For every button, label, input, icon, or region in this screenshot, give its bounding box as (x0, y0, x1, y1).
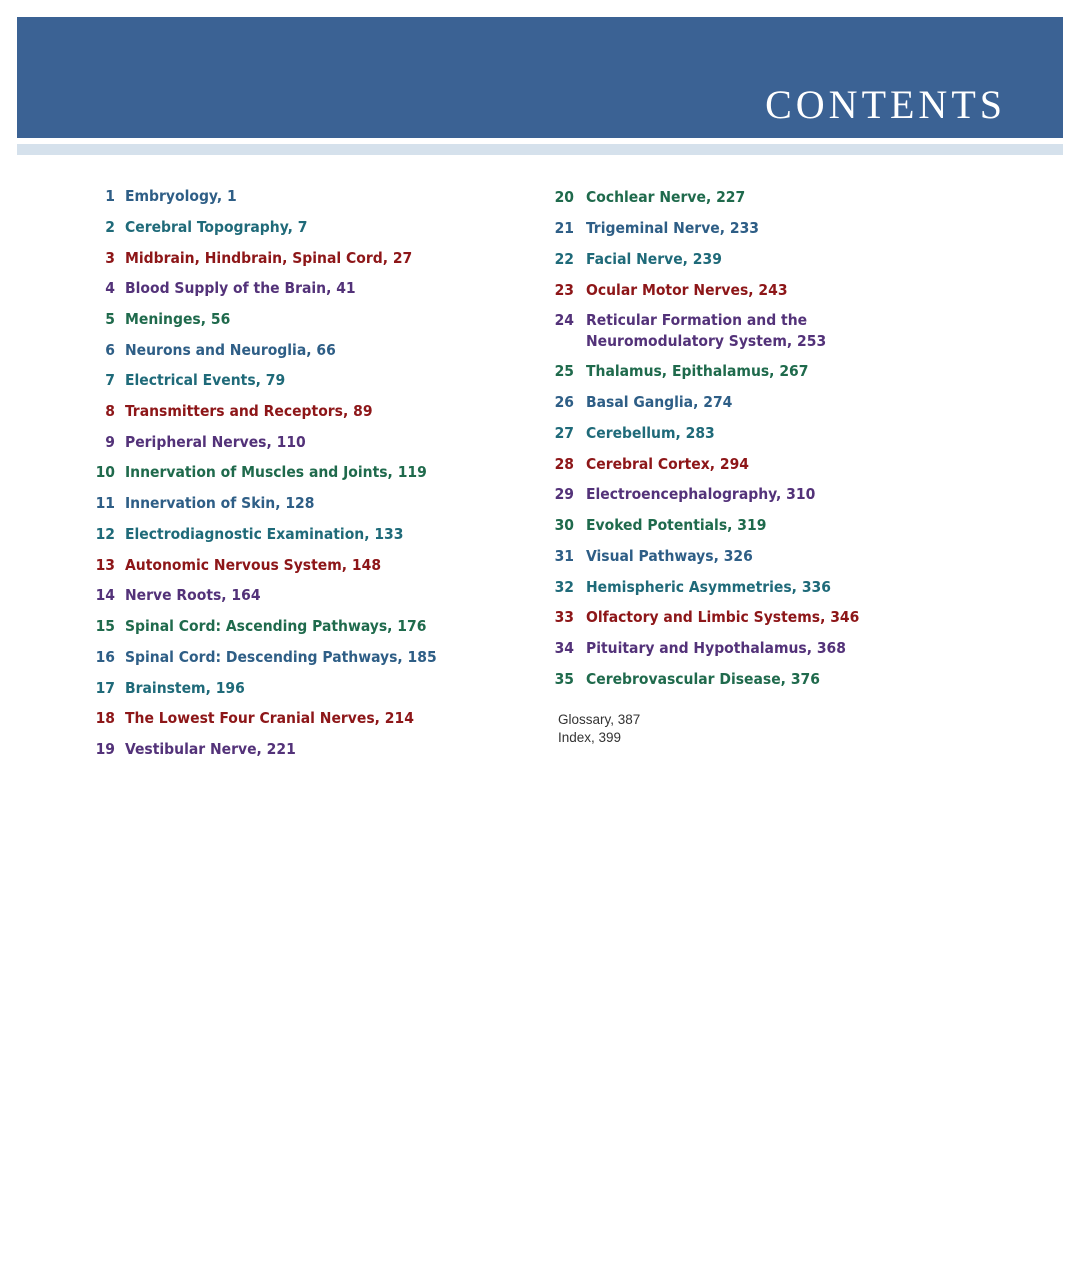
chapter-number: 34 (554, 639, 574, 657)
chapter-number: 2 (105, 218, 115, 236)
chapter-title: Reticular Formation and the Neuromodulatory System, 253 (586, 311, 827, 350)
chapter-title: Basal Ganglia, 274 (586, 393, 733, 411)
chapter-title: Cerebrovascular Disease, 376 (586, 670, 820, 688)
chapter-number: 18 (95, 709, 115, 727)
chapter-title: Pituitary and Hypothalamus, 368 (586, 639, 846, 657)
index-entry[interactable]: Index, 399 (558, 730, 622, 745)
chapter-title: Evoked Potentials, 319 (586, 516, 767, 534)
chapter-title: Cerebral Cortex, 294 (586, 455, 749, 473)
chapter-title: Electroencephalography, 310 (586, 485, 816, 503)
chapter-title: Trigeminal Nerve, 233 (586, 219, 759, 237)
chapter-title: Electrical Events, 79 (125, 371, 286, 389)
chapter-number: 3 (105, 249, 115, 267)
chapter-number: 5 (105, 310, 115, 328)
chapter-title: Autonomic Nervous System, 148 (125, 556, 382, 574)
chapter-title: Thalamus, Epithalamus, 267 (586, 362, 809, 380)
chapter-number: 9 (105, 433, 115, 451)
chapter-title: Facial Nerve, 239 (586, 250, 722, 268)
chapter-number: 33 (554, 608, 574, 626)
chapter-number: 29 (554, 485, 574, 503)
chapter-number: 4 (105, 279, 115, 297)
chapter-number: 26 (554, 393, 574, 411)
chapter-number: 24 (554, 311, 574, 329)
chapter-number: 20 (554, 188, 574, 206)
chapter-title: Vestibular Nerve, 221 (125, 740, 296, 758)
chapter-number: 21 (554, 219, 574, 237)
chapter-number: 23 (554, 281, 574, 299)
chapter-number: 30 (554, 516, 574, 534)
chapter-title: Cerebellum, 283 (586, 424, 715, 442)
glossary-entry[interactable]: Glossary, 387 (558, 712, 641, 727)
chapter-title: Brainstem, 196 (125, 679, 245, 697)
chapter-number: 17 (95, 679, 115, 697)
chapter-title: Meninges, 56 (125, 310, 231, 328)
chapter-number: 19 (95, 740, 115, 758)
chapter-number: 32 (554, 578, 574, 596)
chapter-number: 22 (554, 250, 574, 268)
chapter-title: Blood Supply of the Brain, 41 (125, 279, 356, 297)
chapter-number: 27 (554, 424, 574, 442)
chapter-title: The Lowest Four Cranial Nerves, 214 (125, 709, 414, 727)
chapter-title: Nerve Roots, 164 (125, 586, 261, 604)
chapter-number: 13 (95, 556, 115, 574)
chapter-number: 12 (95, 525, 115, 543)
chapter-title: Innervation of Skin, 128 (125, 494, 315, 512)
chapter-number: 1 (105, 187, 115, 205)
chapter-title: Neurons and Neuroglia, 66 (125, 341, 336, 359)
page-title: CONTENTS (765, 82, 1006, 127)
chapter-number: 16 (95, 648, 115, 666)
chapter-title: Embryology, 1 (125, 187, 237, 205)
chapter-title: Cerebral Topography, 7 (125, 218, 308, 236)
chapter-number: 6 (105, 341, 115, 359)
chapter-title: Innervation of Muscles and Joints, 119 (125, 463, 427, 481)
chapter-number: 28 (554, 455, 574, 473)
chapter-number: 8 (105, 402, 115, 420)
chapter-title: Spinal Cord: Ascending Pathways, 176 (125, 617, 427, 635)
chapter-title: Visual Pathways, 326 (586, 547, 753, 565)
header-rule (17, 144, 1063, 155)
chapter-number: 25 (554, 362, 574, 380)
chapter-title: Cochlear Nerve, 227 (586, 188, 746, 206)
chapter-title: Transmitters and Receptors, 89 (125, 402, 373, 420)
chapter-number: 35 (554, 670, 574, 688)
chapter-title: Peripheral Nerves, 110 (125, 433, 306, 451)
chapter-title: Hemispheric Asymmetries, 336 (586, 578, 831, 596)
chapter-title: Ocular Motor Nerves, 243 (586, 281, 788, 299)
chapter-title: Electrodiagnostic Examination, 133 (125, 525, 404, 543)
chapter-number: 10 (95, 463, 115, 481)
chapter-number: 7 (105, 371, 115, 389)
chapter-number: 31 (554, 547, 574, 565)
chapter-number: 14 (95, 586, 115, 604)
chapter-title: Midbrain, Hindbrain, Spinal Cord, 27 (125, 249, 413, 267)
chapter-number: 15 (95, 617, 115, 635)
chapter-title: Spinal Cord: Descending Pathways, 185 (125, 648, 437, 666)
chapter-number: 11 (95, 494, 115, 512)
chapter-title: Olfactory and Limbic Systems, 346 (586, 608, 860, 626)
